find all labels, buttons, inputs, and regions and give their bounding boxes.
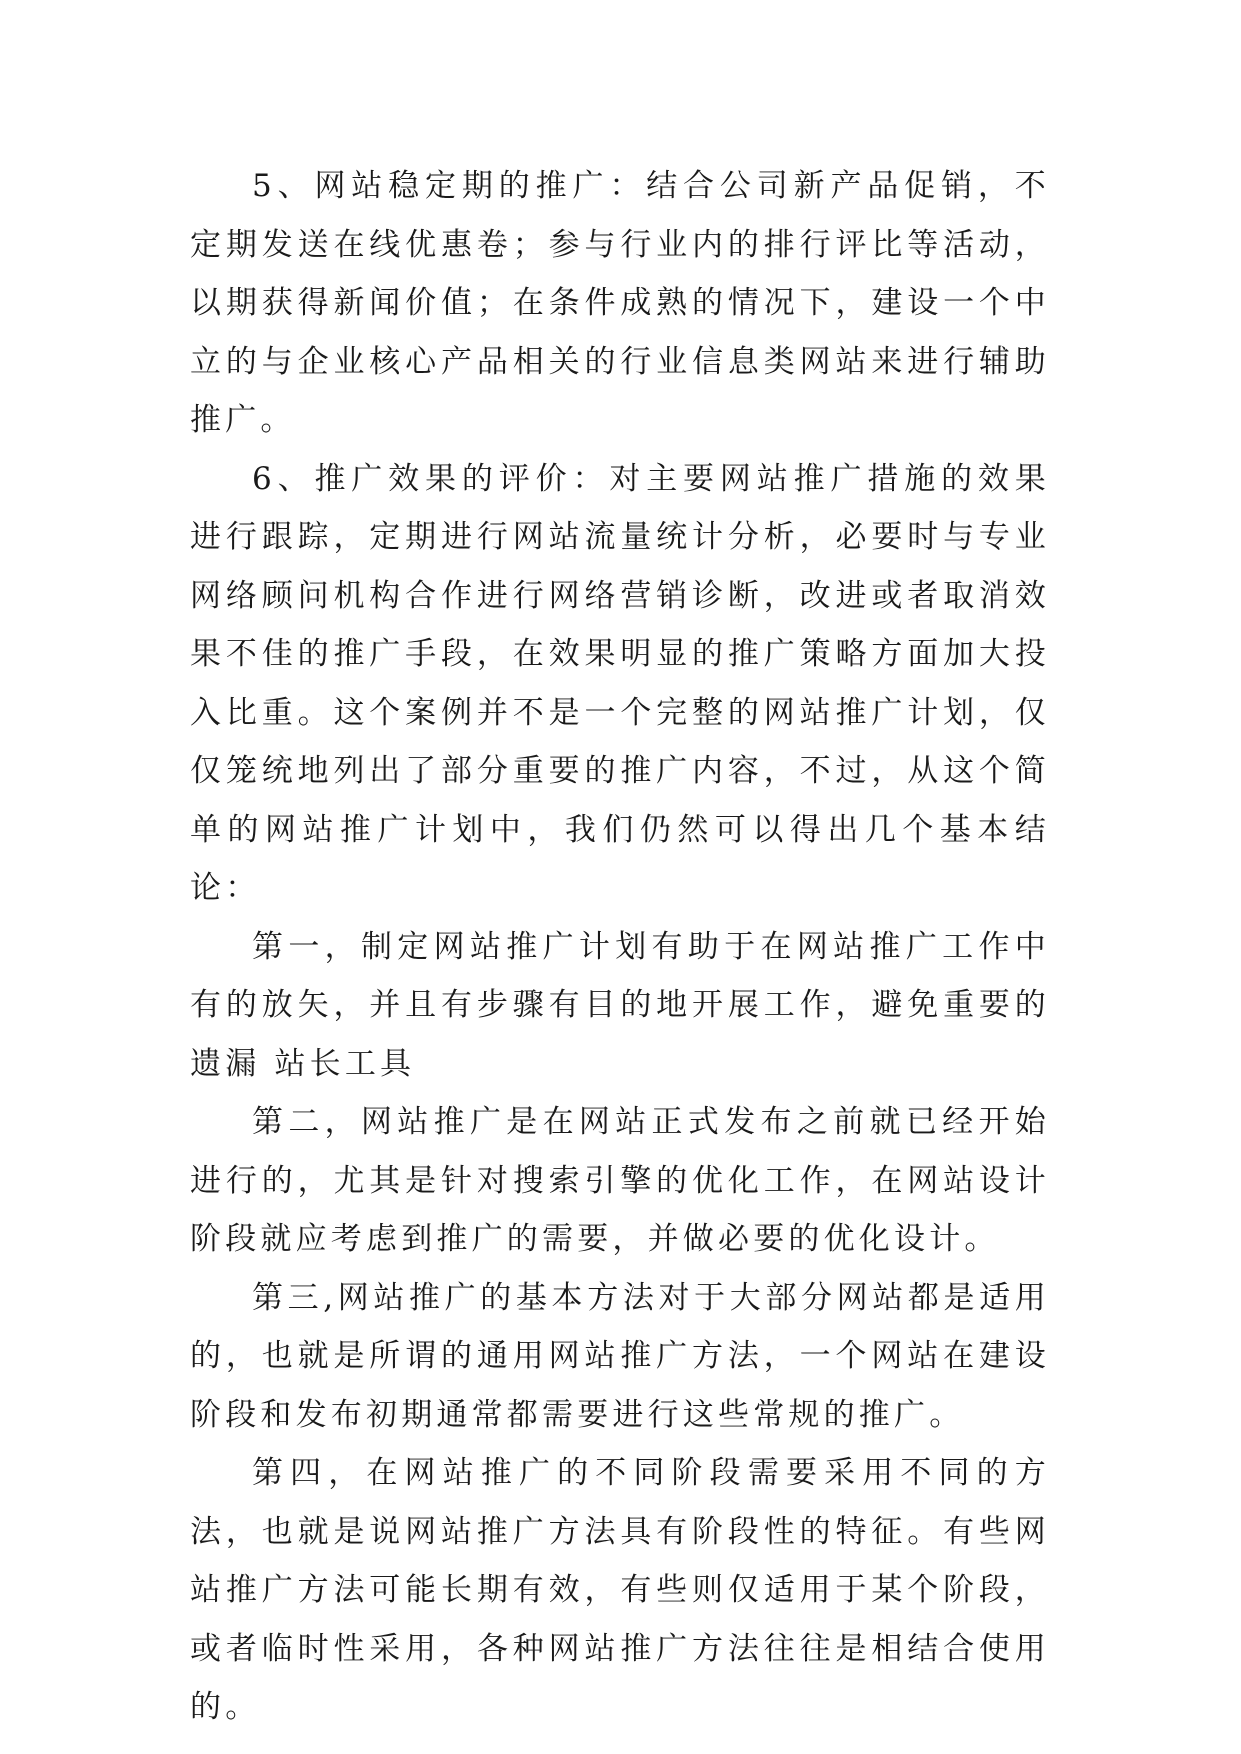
paragraph-promotion-evaluation: 6、推广效果的评价：对主要网站推广措施的效果进行跟踪，定期进行网站流量统计分析，必要时与专业网络顾问机构合作进行网络营销诊断，改进或者取消效果不佳的推广手段，在效果明显的推广策略方面加大投入比重。这个案例并不是一个完整的网站推广计划，仅仅笼统地列出了部分重要的推广内容，不过，从这个简单的网站推广计划中，我们仍然可以得出几个基本结论： — [190, 460, 1050, 906]
paragraph-conclusion-second: 第二，网站推广是在网站正式发布之前就已经开始进行的，尤其是针对搜索引擎的优化工作，在网站设计阶段就应考虑到推广的需要，并做必要的优化设计。 — [190, 1104, 1050, 1257]
paragraph-stable-phase-promotion: 5、网站稳定期的推广：结合公司新产品促销，不定期发送在线优惠卷；参与行业内的排行评比等活动，以期获得新闻价值；在条件成熟的情况下，建设一个中立的与企业核心产品相关的行业信息类网站来进行辅助推广。 — [190, 168, 1050, 438]
paragraph-conclusion-fourth: 第四，在网站推广的不同阶段需要采用不同的方法，也就是说网站推广方法具有阶段性的特征。有些网站推广方法可能长期有效，有些则仅适用于某个阶段，或者临时性采用，各种网站推广方法往往是相结合使用的。 — [190, 1455, 1050, 1725]
paragraph-conclusion-first: 第一，制定网站推广计划有助于在网站推广工作中有的放矢，并且有步骤有目的地开展工作，避免重要的遗漏 站长工具 — [190, 928, 1050, 1082]
document-body — [190, 157, 1050, 1737]
paragraph-conclusion-third: 第三,网站推广的基本方法对于大部分网站都是适用的，也就是所谓的通用网站推广方法，一个网站在建设阶段和发布初期通常都需要进行这些常规的推广。 — [190, 1279, 1050, 1433]
